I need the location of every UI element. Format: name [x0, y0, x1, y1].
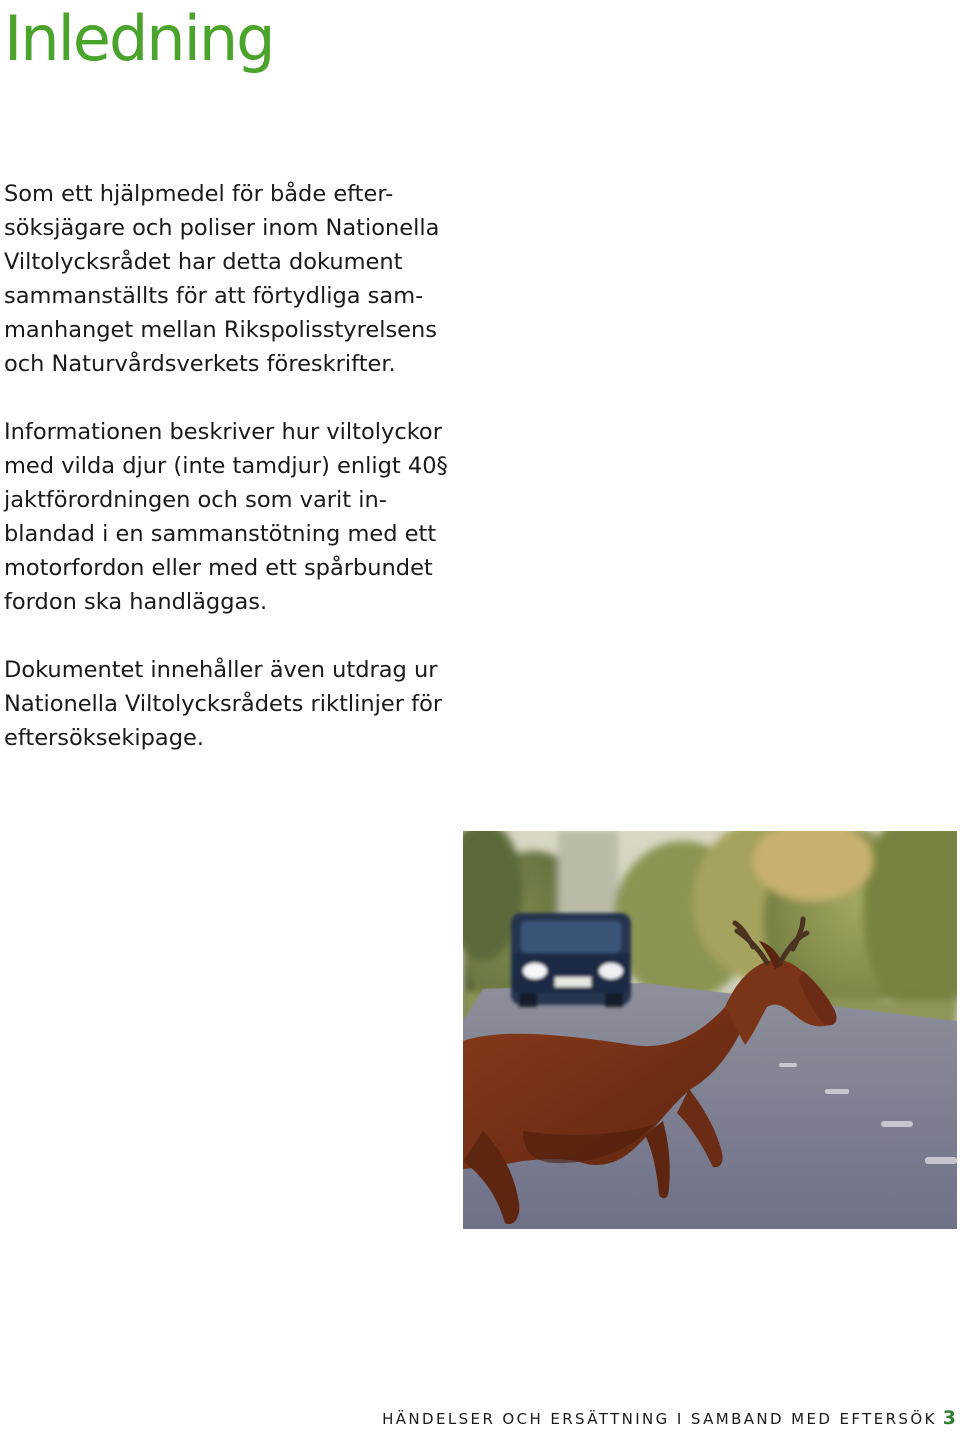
deer-road-photo: [463, 831, 957, 1229]
page-title: Inledning: [4, 2, 274, 75]
paragraph-document: [4, 653, 464, 755]
text-line: jaktförordningen och som varit in-: [4, 487, 387, 513]
text-line: Informationen beskriver hur viltolyckor: [4, 419, 442, 445]
text-line: Som ett hjälpmedel för både efter-: [4, 181, 394, 207]
text-line: Nationella Viltolycksrådets riktlinjer för: [4, 691, 443, 717]
text-line: och Naturvårdsverkets föreskrifter.: [4, 351, 396, 377]
running-title: HÄNDELSER OCH ERSÄTTNING I SAMBAND MED EFTERSÖK: [382, 1410, 937, 1428]
text-line: motorfordon eller med ett spårbundet: [4, 555, 433, 581]
paragraph-information: [4, 415, 464, 619]
text-line: fordon ska handläggas.: [4, 589, 268, 615]
text-line: med vilda djur (inte tamdjur) enligt 40§: [4, 453, 448, 479]
text-line: blandad i en sammanstötning med ett: [4, 521, 437, 547]
text-line: söksjägare och poliser inom Nationella: [4, 215, 440, 241]
text-line: Viltolycksrådet har detta dokument: [4, 249, 403, 275]
text-line: Dokumentet innehåller även utdrag ur: [4, 657, 438, 683]
page-number: 3: [942, 1407, 956, 1429]
text-line: manhanget mellan Rikspolisstyrelsens: [4, 317, 438, 343]
text-line: sammanställts för att förtydliga sam-: [4, 283, 424, 309]
footer: [382, 1403, 956, 1434]
body-text: [4, 177, 464, 789]
paragraph-intro: [4, 177, 464, 381]
text-line: eftersöksekipage.: [4, 725, 204, 751]
